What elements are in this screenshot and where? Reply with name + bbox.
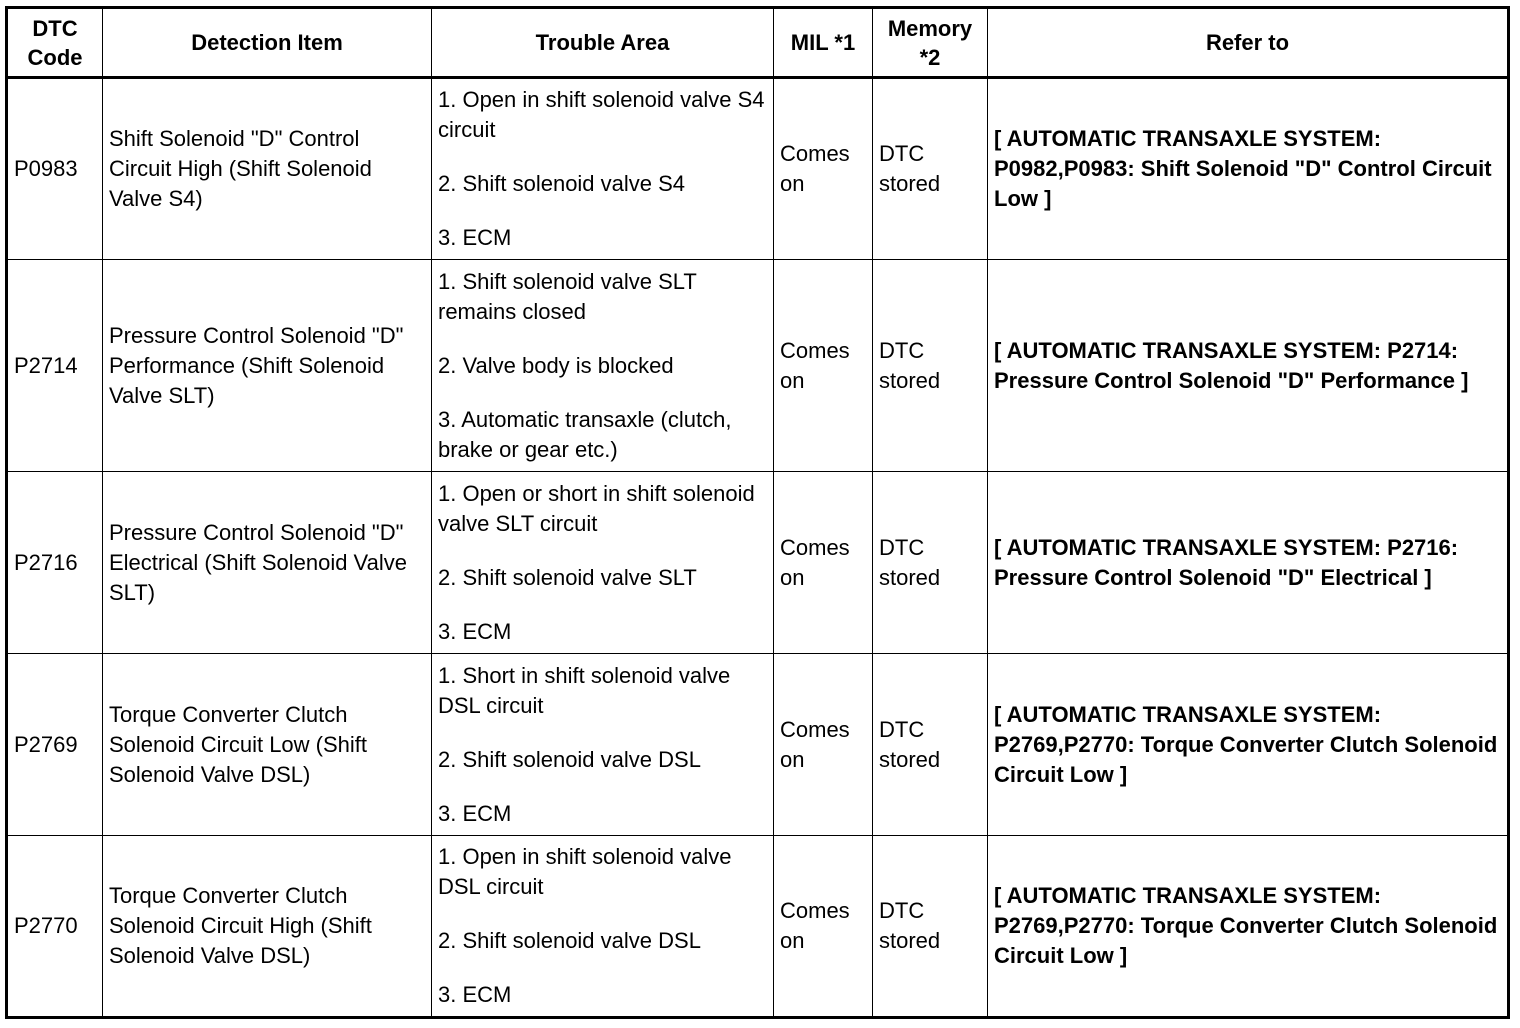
refer-to: [ AUTOMATIC TRANSAXLE SYSTEM: P2716: Pressure Control Solenoid "D" Electrical ] [988,472,1509,654]
trouble-area-item: 2. Shift solenoid valve SLT [438,564,697,590]
detection-item: Pressure Control Solenoid "D" Electrical (Shift Solenoid Valve SLT) [103,472,432,654]
trouble-area-item: 3. ECM [438,800,512,826]
trouble-area-item: 1. Short in shift solenoid valve DSL circuit [438,662,731,718]
trouble-area [432,836,774,1018]
header-row [7,8,1509,78]
header-detection-item: Detection Item [103,8,432,78]
detection-item: Torque Converter Clutch Solenoid Circuit High (Shift Solenoid Valve DSL) [103,836,432,1018]
mil-status: Comes on [774,78,873,260]
header-dtc-code: DTC Code [7,8,103,78]
refer-to: [ AUTOMATIC TRANSAXLE SYSTEM: P2714: Pressure Control Solenoid "D" Performance ] [988,260,1509,472]
mil-status: Comes on [774,472,873,654]
trouble-area-item: 2. Shift solenoid valve S4 [438,171,686,196]
header-refer-to: Refer to [988,8,1509,78]
dtc-table [5,6,1510,1019]
table-row [7,654,1509,836]
memory-status: DTC stored [873,472,988,654]
trouble-area-item: 1. Open or short in shift solenoid valve SLT circuit [438,480,755,536]
header-memory: Memory *2 [873,8,988,78]
memory-status: DTC stored [873,260,988,472]
trouble-area-item: 1. Open in shift solenoid valve S4 circuit [438,87,765,142]
refer-to: [ AUTOMATIC TRANSAXLE SYSTEM: P0982,P0983: Shift Solenoid "D" Control Circuit Low ] [988,78,1509,260]
memory-status: DTC stored [873,836,988,1018]
mil-status: Comes on [774,654,873,836]
header-mil: MIL *1 [774,8,873,78]
table-row [7,78,1509,260]
refer-to: [ AUTOMATIC TRANSAXLE SYSTEM: P2769,P2770: Torque Converter Clutch Solenoid Circuit Low ] [988,654,1509,836]
table-row [7,260,1509,472]
dtc-code: P0983 [7,78,103,260]
dtc-code: P2716 [7,472,103,654]
detection-item: Pressure Control Solenoid "D" Performance (Shift Solenoid Valve SLT) [103,260,432,472]
table-row [7,472,1509,654]
refer-to: [ AUTOMATIC TRANSAXLE SYSTEM: P2769,P2770: Torque Converter Clutch Solenoid Circuit Low ] [988,836,1509,1018]
trouble-area-item: 2. Shift solenoid valve DSL [438,746,701,772]
trouble-area [432,654,774,836]
trouble-area [432,78,774,260]
detection-item: Shift Solenoid "D" Control Circuit High (Shift Solenoid Valve S4) [103,78,432,260]
dtc-code: P2714 [7,260,103,472]
detection-item: Torque Converter Clutch Solenoid Circuit Low (Shift Solenoid Valve DSL) [103,654,432,836]
dtc-code: P2770 [7,836,103,1018]
trouble-area [432,472,774,654]
memory-status: DTC stored [873,654,988,836]
memory-status: DTC stored [873,78,988,260]
trouble-area-item: 2. Valve body is blocked [438,352,674,378]
trouble-area-item: 3. Automatic transaxle (clutch, brake or gear etc.) [438,406,732,462]
trouble-area-item: 3. ECM [438,618,512,644]
dtc-code: P2769 [7,654,103,836]
trouble-area-item: 2. Shift solenoid valve DSL [438,928,701,953]
mil-status: Comes on [774,836,873,1018]
trouble-area-item: 1. Shift solenoid valve SLT remains closed [438,268,697,324]
trouble-area-item: 3. ECM [438,982,512,1007]
mil-status: Comes on [774,260,873,472]
header-trouble-area: Trouble Area [432,8,774,78]
table-row [7,836,1509,1018]
trouble-area-item: 1. Open in shift solenoid valve DSL circuit [438,844,732,899]
trouble-area [432,260,774,472]
trouble-area-item: 3. ECM [438,225,512,250]
